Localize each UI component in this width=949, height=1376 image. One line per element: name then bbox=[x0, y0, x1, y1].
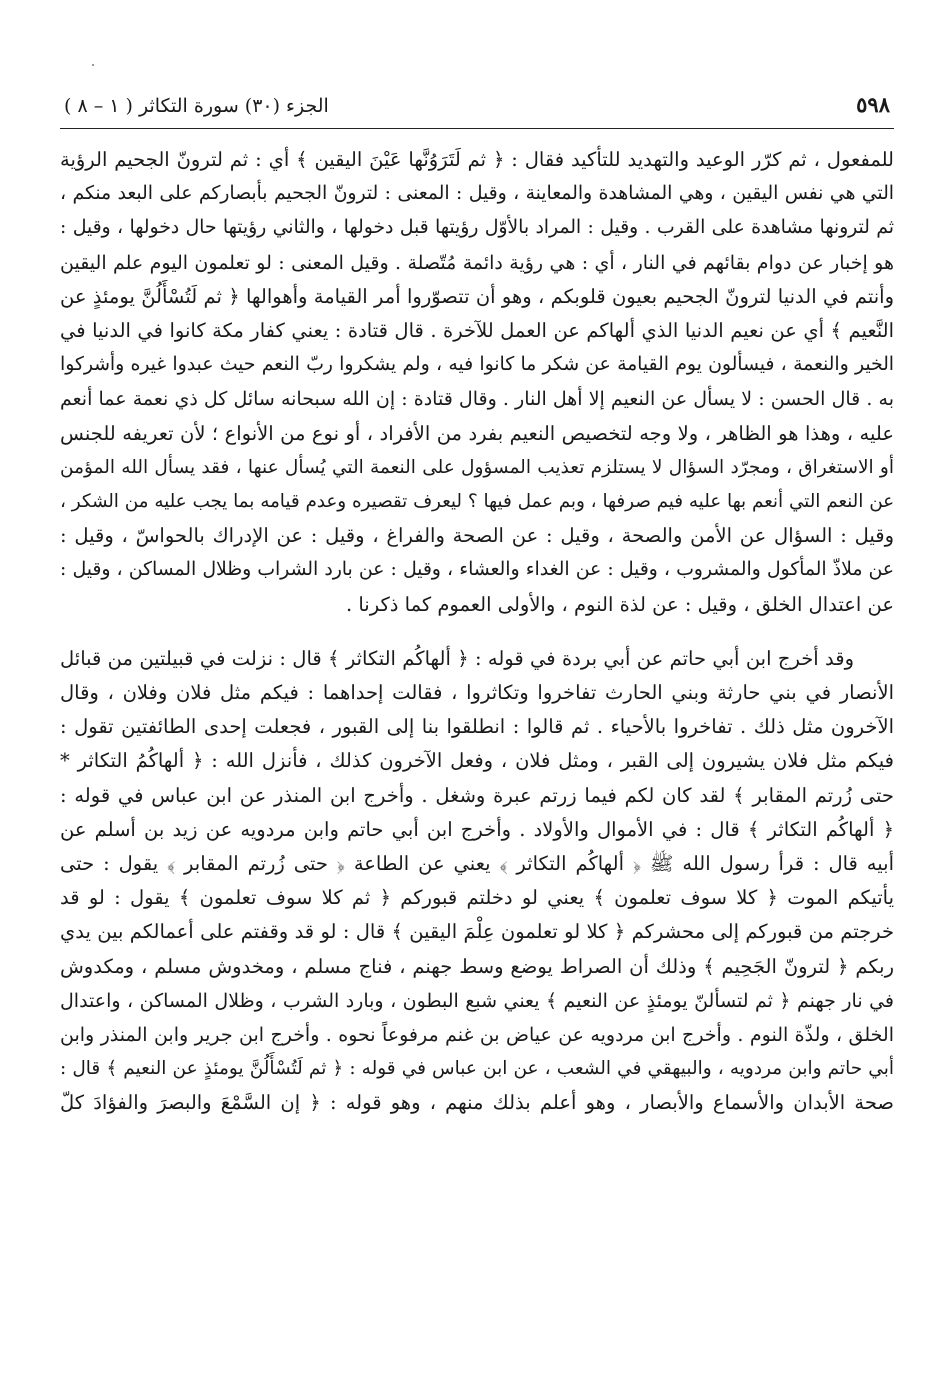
text-line: أبي حاتم وابن مردويه ، والبيهقي في الشعب ، عن ابن عباس في قوله : ﴿ ثم لَتُسْأَلُنَّ يومئذٍ عن النعيم ﴾ قال : bbox=[60, 1058, 894, 1080]
text-line: ﴿ ألهاكُم التكاثر ﴾ قال : في الأموال والأولاد . وأخرج ابن أبي حاتم وابن مردويه عن زيد بن أسلم عن bbox=[60, 817, 894, 841]
text-line: عليه ، وهذا هو الظاهر ، ولا وجه لتخصيص النعيم بفرد من الأفراد ، أو نوع من الأنواع ؛ لأن تعريفه للجنس bbox=[60, 421, 894, 445]
text-line: عن النعم التي أنعم بها عليه فيم صرفها ، وبم عمل فيها ؟ ليعرف تقصيره وعدم قيامه بما يجب عليه من الشكر ، bbox=[60, 491, 894, 513]
text-line: الخلق ، ولذّة النوم . وأخرج ابن مردويه عن عياض بن غنم مرفوعاً نحوه . وأخرج ابن جرير وابن المنذر وابن bbox=[60, 1024, 894, 1047]
text-line: الآخرون مثل ذلك . تفاخروا بالأحياء . ثم قالوا : انطلقوا بنا إلى القبور ، فجعلت إحدى الطائفتين تقول : bbox=[60, 715, 894, 739]
text-line: في نار جهنم ﴿ ثم لتسألنّ يومئذٍ عن النعيم ﴾ يعني شبع البطون ، وبارد الشرب ، وظلال المساكن ، واعتدال bbox=[60, 989, 894, 1012]
scan-speck bbox=[92, 64, 94, 66]
text-line: يأتيكم الموت ﴿ كلا سوف تعلمون ﴾ يعني لو دخلتم قبوركم ﴿ ثم كلا سوف تعلمون ﴾ يقول : لو قد bbox=[60, 886, 894, 910]
text-line: التي هي نفس اليقين ، وهي المشاهدة والمعاينة ، وقيل : المعنى : لترونّ الجحيم بأبصاركم على البعد منكم ، bbox=[60, 183, 894, 205]
header-title: الجزء (٣٠) سورة التكاثر ( ١ – ٨ ) bbox=[64, 95, 329, 117]
page-number: ٥٩٨ bbox=[856, 92, 890, 117]
text-line: ثم لترونها مشاهدة على القرب . وقيل : المراد بالأوّل رؤيتها قبل دخولها ، والثاني رؤيتها حال دخولها ، وقيل : bbox=[60, 217, 894, 239]
document-page bbox=[60, 92, 894, 1121]
text-line: به . قال الحسن : لا يسأل عن النعيم إلا أهل النار . وقال قتادة : إن الله سبحانه سائل كل ذي نعمة عما أنعم bbox=[60, 388, 894, 411]
text-line: الأنصار في بني حارثة وبني الحارث تفاخروا وتكاثروا ، فقالت إحداهما : فيكم مثل فلان وفلان ، وقال bbox=[60, 681, 894, 705]
text-line: وقد أخرج ابن أبي حاتم عن أبي بردة في قوله : ﴿ ألهاكُم التكاثر ﴾ قال : نزلت في قبيلتين من قبائل bbox=[60, 646, 854, 670]
paragraph-2 bbox=[60, 642, 894, 1121]
paragraph-1 bbox=[60, 143, 894, 622]
text-line: النَّعيم ﴾ أي عن نعيم الدنيا الذي ألهاكم عن العمل للآخرة . قال قتادة : يعني كفار مكة كانوا في الدنيا في bbox=[60, 319, 894, 343]
text-line: فيكم مثل فلان يشيرون إلى القبر ، ومثل فلان ، وفعل الآخرون كذلك ، فأنزل الله : ﴿ ألهاكُمُ التكاثر * bbox=[60, 749, 894, 773]
text-line: وأنتم في الدنيا لترونّ الجحيم بعيون قلوبكم ، وهو أن تتصوّروا أمر القيامة وأهوالها ﴿ ثم لَتُسْأَلُنَّ يومئذٍ عن bbox=[60, 284, 894, 308]
text-line: الخير والنعمة ، فيسألون يوم القيامة عن شكر ما كانوا فيه ، ولم يشكروا ربّ النعم حيث عبدوا غيره وأشركوا bbox=[60, 354, 894, 376]
text-line: صحة الأبدان والأسماع والأبصار ، وهو أعلم بذلك منهم ، وهو قوله : ﴿ إن السَّمْعَ والبصرَ والفؤادَ كلّ bbox=[60, 1091, 894, 1115]
text-line: وقيل : السؤال عن الأمن والصحة ، وقيل : عن الصحة والفراغ ، وقيل : عن الإدراك بالحواسّ ، وقيل : bbox=[60, 524, 894, 548]
text-line: خرجتم من قبوركم إلى محشركم ﴿ كلا لو تعلمون عِلْمَ اليقين ﴾ قال : لو قد وقفتم على أعمالكم بين يدي bbox=[60, 920, 894, 944]
text-line: عن اعتدال الخلق ، وقيل : عن لذة النوم ، والأولى العموم كما ذكرنا . bbox=[345, 592, 894, 616]
running-header bbox=[60, 92, 894, 129]
text-line: ربكم ﴿ لترونّ الجَحِيم ﴾ وذلك أن الصراط يوضع وسط جهنم ، فناج مسلم ، ومخدوش مسلم ، ومكدوش bbox=[60, 954, 894, 978]
text-line: هو إخبار عن دوام بقائهم في النار ، أي : هي رؤية دائمة مُتّصلة . وقيل المعنى : لو تعلمون اليوم علم اليقين bbox=[60, 251, 894, 274]
text-line: أو الاستغراق ، ومجرّد السؤال لا يستلزم تعذيب المسؤول على النعمة التي يُسأل عنها ، فقد يسأل الله المؤمن bbox=[60, 456, 894, 478]
text-line: للمفعول ، ثم كرّر الوعيد والتهديد للتأكيد فقال : ﴿ ثم لَتَرَوُنَّها عَيْنَ اليقين ﴾ أي : ثم لترونّ الجحيم الرؤية bbox=[60, 148, 894, 171]
text-line: عن ملاذّ المأكول والمشروب ، وقيل : عن الغداء والعشاء ، وقيل : عن بارد الشراب وظلال المساكن ، وقيل : bbox=[60, 559, 894, 581]
text-line: حتى زُرتم المقابر ﴾ لقد كان لكم فيما زرتم عبرة وشغل . وأخرج ابن المنذر عن ابن عباس في قوله : bbox=[60, 783, 894, 807]
text-line: أبيه قال : قرأ رسول الله ﷺ ﴿ ألهاكُم التكاثر ﴾ يعني عن الطاعة ﴿ حتى زُرتم المقابر ﴾ يقول : حتى bbox=[60, 852, 894, 876]
